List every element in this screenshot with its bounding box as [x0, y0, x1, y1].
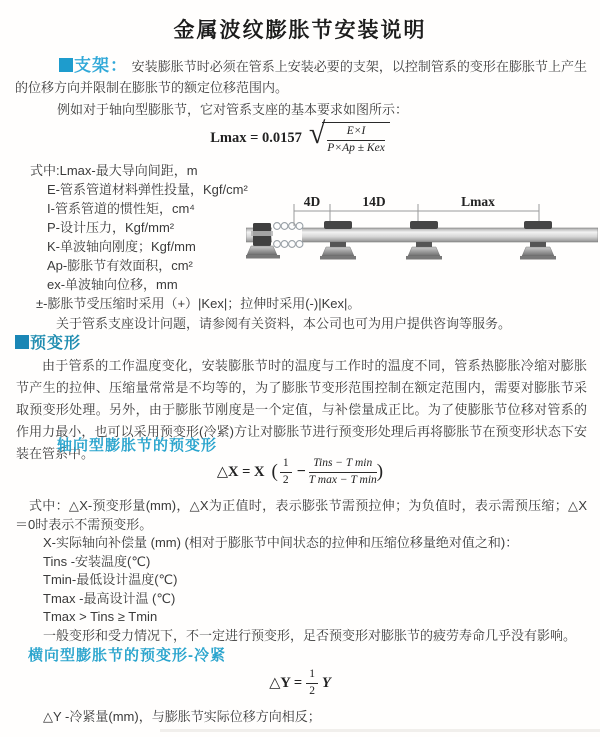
- sqrt-radical: [308, 117, 390, 156]
- minus-sign: −: [296, 463, 306, 481]
- diagram-svg: [246, 192, 598, 294]
- half-numerator: 1: [280, 457, 292, 473]
- lateral-note-line: △Y -冷紧量(mm)，与膨胀节实际位移方向相反；: [43, 709, 321, 724]
- radical-sign-icon: √: [308, 117, 326, 150]
- section-bullet-icon: [59, 58, 73, 72]
- note-line: Tmax -最高设计温 (℃): [43, 590, 176, 606]
- axial-formula-lhs: △X = X: [216, 464, 265, 481]
- support-closing-paragraph: 关于管系支座设计问题，请参阅有关资料，本公司也可为用户提供咨询等服务。: [56, 316, 512, 331]
- definition-line: ±-膨胀节受压缩时采用（+）|Kex|；拉伸时采用(-)|Kex|。: [36, 296, 361, 311]
- support-example-paragraph: 例如对于轴向型膨胀节，它对管系支座的基本要求如图所示：: [57, 102, 409, 117]
- dim-label-4d: 4D: [303, 194, 321, 209]
- temp-ratio-numerator: Tins − T min: [309, 457, 377, 473]
- note-line: Tmax > Tins ≥ Tmin: [43, 609, 158, 624]
- lateral-preform-formula: [0, 668, 600, 699]
- support-section-heading: 支架：: [74, 56, 129, 75]
- axial-preform-formula: [0, 457, 600, 488]
- lateral-formula-lhs: △Y =: [269, 675, 303, 692]
- lateral-half-denominator: 2: [309, 684, 315, 697]
- definition-line: K-单波轴向刚度；Kgf/mm: [47, 239, 196, 254]
- half-denominator: 2: [282, 473, 289, 486]
- lmax-formula-lhs: Lmax = 0.0157: [210, 130, 302, 147]
- axial-notes-list: [15, 496, 587, 645]
- guide-spacing-diagram: [246, 192, 598, 294]
- preform-body-paragraph: 由于管系的工作温度变化，安装膨胀节时的温度与工作时的温度不同，管系热膨胀冷缩对膨胀节产生的拉伸、压缩量常常是不均等的，为了膨胀节变形范围控制在额定范围内，需要对膨胀节采取预变形处理。另外，由于膨胀节刚度是一个定值，与补偿量成正比。为了使膨胀节位移对管系的作用力最小，也可以采用预变形(冷紧)方让对膨胀节进行预变形处理后再将膨胀节在预变形状态下安装在管系中。: [16, 358, 587, 461]
- axial-subsection-heading: 轴向型膨胀节的预变形: [57, 437, 218, 454]
- lmax-formula: [0, 117, 600, 156]
- lateral-half-numerator: 1: [306, 668, 318, 684]
- definition-line: P-设计压力，Kgf/mm²: [47, 220, 175, 235]
- preform-heading-text: 预变形: [30, 335, 82, 352]
- dim-label-lmax: Lmax: [461, 194, 495, 209]
- definition-line: I-管系管道的惯性矩，cm⁴: [47, 201, 195, 216]
- preform-section-heading: [15, 330, 81, 353]
- bellows-icon: [272, 221, 303, 249]
- definition-line: E-管系管道材料弹性投量，Kgf/cm²: [47, 182, 248, 197]
- close-paren: ): [376, 461, 384, 483]
- definition-line: Ap-膨胀节有效面积，cm²: [47, 258, 193, 273]
- dim-label-14d: 14D: [362, 194, 386, 209]
- temp-ratio-denominator: T max − T min: [308, 473, 377, 486]
- support-intro-text: 安装膨胀节时必须在管系上安装必要的支架，以控制管系的变形在膨胀节上产生的位移方向并限制在膨胀节的额定位移范围内。: [15, 59, 587, 95]
- lmax-formula-numerator: E×I: [327, 125, 385, 141]
- note-line: Tins -安装温度(℃): [43, 553, 151, 569]
- lateral-subsection-heading: 横向型膨胀节的预变形-冷紧: [28, 647, 226, 664]
- page-title: 金属波纹膨胀节安装说明: [173, 19, 427, 42]
- note-line: Tmin-最低设计温度(℃): [43, 572, 178, 587]
- cut-off-next-line: [160, 729, 600, 732]
- note-line: X-实际轴向补偿量 (mm) (相对于膨胀节中间状态的拉伸和压缩位移量绝对值之和)：: [43, 535, 519, 550]
- open-paren: (: [271, 461, 278, 483]
- lmax-formula-denominator: P×Ap ± Kex: [327, 141, 385, 154]
- support-intro-paragraph: [15, 55, 587, 98]
- note-line: 式中：△X-预变形量(mm)，△X为正值时，表示膨张节需预拉伸；为负值时，表示需预压缩；△X＝0时表示不需预变形。: [15, 498, 587, 532]
- note-line: 一般变形和受力情况下，不一定进行预变形，足否预变形对膨胀节的疲劳寿命几乎没有影响。: [43, 627, 577, 643]
- lateral-formula-variable: Y: [321, 674, 331, 691]
- definition-line: 式中:Lmax-最大导向间距，m: [30, 163, 198, 178]
- definition-line: ex-单波轴向位移，mm: [47, 277, 178, 292]
- section-bullet-icon: [15, 335, 29, 349]
